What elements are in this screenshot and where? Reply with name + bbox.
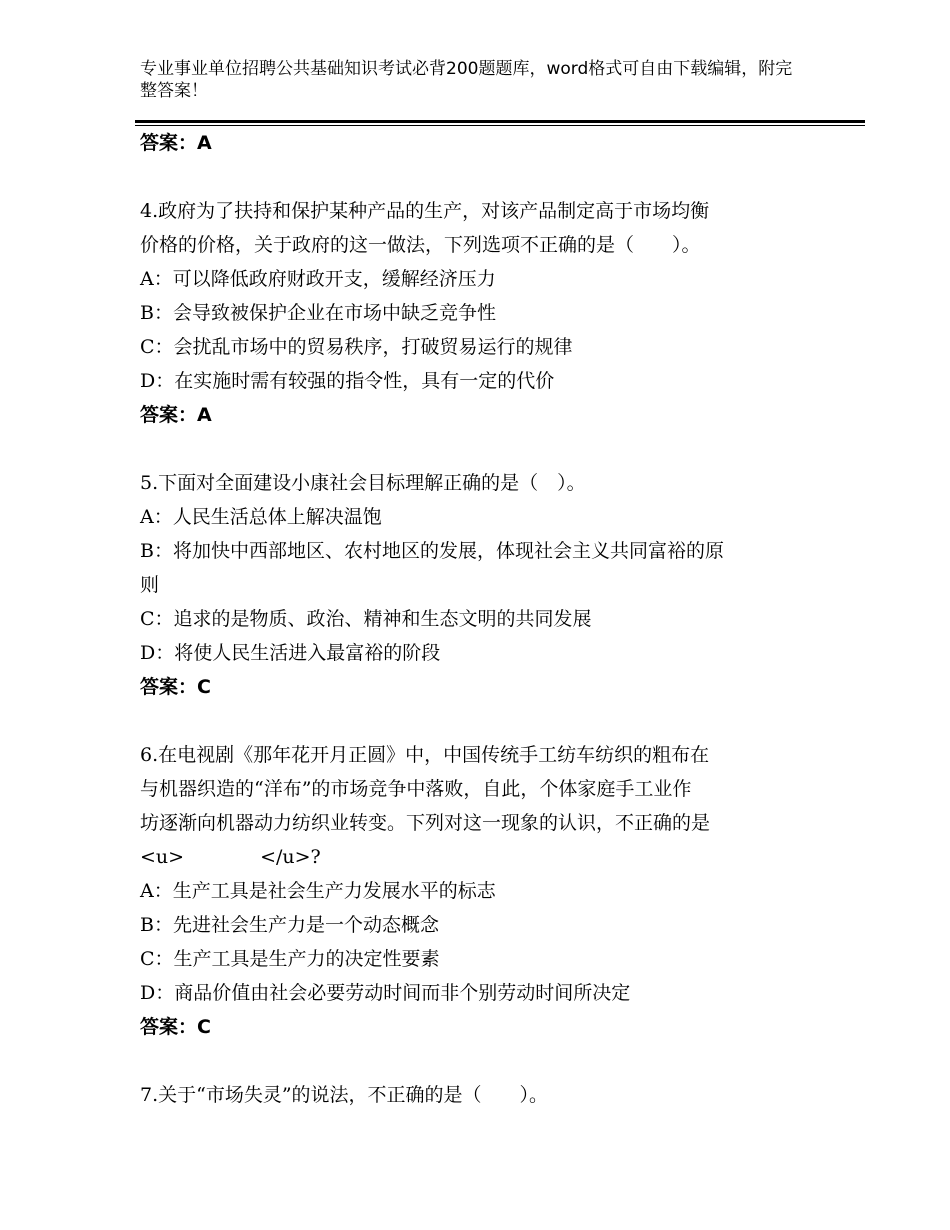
option-d: D：将使人民生活进入最富裕的阶段	[140, 642, 441, 664]
header-rule-thick	[135, 120, 865, 123]
previous-answer: 答案：A	[140, 132, 212, 154]
question-6	[140, 738, 820, 1044]
option-b-continued: 则	[140, 574, 160, 596]
question-4	[140, 194, 820, 432]
question-5	[140, 466, 820, 704]
spacer	[140, 1044, 820, 1078]
option-b: B：会导致被保护企业在市场中缺乏竞争性	[140, 302, 496, 324]
question-stem-line: 7.关于“市场失灵”的说法，不正确的是（ ）。	[140, 1084, 549, 1106]
option-a: A：生产工具是社会生产力发展水平的标志	[140, 880, 496, 902]
question-stem-line: 6.在电视剧《那年花开月正圆》中，中国传统手工纺车纺织的粗布在	[140, 744, 710, 766]
option-b: B：将加快中西部地区、农村地区的发展，体现社会主义共同富裕的原	[140, 540, 724, 562]
question-stem-line: 价格的价格，关于政府的这一做法，下列选项不正确的是（ ）。	[140, 234, 701, 256]
answer: 答案：C	[140, 1016, 211, 1038]
option-c: C：追求的是物质、政治、精神和生态文明的共同发展	[140, 608, 592, 630]
question-7	[140, 1078, 820, 1112]
option-a: A：可以降低政府财政开支，缓解经济压力	[140, 268, 496, 290]
spacer	[140, 704, 820, 738]
question-stem-line: 坊逐渐向机器动力纺织业转变。下列对这一现象的认识，不正确的是	[140, 812, 711, 834]
question-stem-line: 4.政府为了扶持和保护某种产品的生产，对该产品制定高于市场均衡	[140, 200, 710, 222]
spacer	[140, 160, 820, 194]
answer: 答案：A	[140, 404, 212, 426]
question-stem-line: 与机器织造的“洋布”的市场竞争中落败，自此，个体家庭手工业作	[140, 778, 692, 800]
option-c: C：会扰乱市场中的贸易秩序，打破贸易运行的规律	[140, 336, 573, 358]
question-stem-line: <u> </u>?	[140, 846, 321, 868]
question-content	[140, 126, 820, 1112]
option-d: D：商品价值由社会必要劳动时间而非个别劳动时间所决定	[140, 982, 631, 1004]
spacer	[140, 432, 820, 466]
page-header: 专业事业单位招聘公共基础知识考试必背200题题库，word格式可自由下载编辑，附完整答案！	[140, 59, 793, 101]
option-c: C：生产工具是生产力的决定性要素	[140, 948, 440, 970]
question-stem-line: 5.下面对全面建设小康社会目标理解正确的是（ ）。	[140, 472, 586, 494]
answer: 答案：C	[140, 676, 211, 698]
option-d: D：在实施时需有较强的指令性，具有一定的代价	[140, 370, 555, 392]
option-a: A：人民生活总体上解决温饱	[140, 506, 382, 528]
option-b: B：先进社会生产力是一个动态概念	[140, 914, 439, 936]
